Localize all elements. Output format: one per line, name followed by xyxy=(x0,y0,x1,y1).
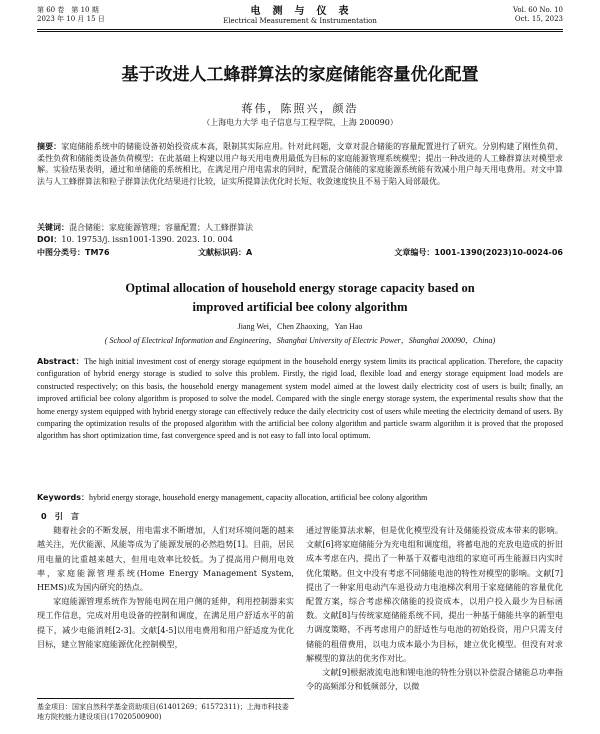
header-date-en: Oct. 15, 2023 xyxy=(514,15,563,23)
en-title-line1: Optimal allocation of household energy storage capacity based on xyxy=(125,281,475,295)
body-left-paragraph-2: 家庭能源管理系统作为智能电网在用户侧的延伸，利用控制器来实现工作信息，完成对用电设备的控制和调度，在满足用户舒适水平的前提下，减少电能消耗[2-3]。文献[4-5]以用电费用和用户舒适度为优化目标，建立智能家庭能源优化控制模型， xyxy=(37,596,294,649)
cn-clc: 中图分类号：TM76 xyxy=(37,248,110,257)
body-right-paragraph-1: 通过智能算法求解，但是优化模型没有计及储能投资成本带来的影响。文献[6]将家庭储能分为充电组和调度组，将蓄电池的充放电造成的折旧成本考虑在内，提出了一种基于双蓄电池组的家庭可再生能源日内实时优化策略。但文中没有考虑不同储能电池的特性对模型的影响。文献[7]提出了一种家用电动汽车退役动力电池梯次利用于家庭储能的容量优化配置方案，综合考虑梯次储能的投资成本，以用户投入最少为目标函数。文献[8]与传统家庭储能系统不同，提出一种基于储能共享的新型电力调度策略，不再考虑用户的舒适性与电池的初始投资，用户只需支付储能的租借费用，以电力成本最小为目标，建立优化模型。但没有对求解模型的算法的优劣作对比。 xyxy=(306,525,563,663)
journal-name-en: Electrical Measurement & Instrumentation xyxy=(223,17,377,25)
cn-affiliation: （上海电力大学 电子信息与工程学院，上海 200090） xyxy=(202,118,398,127)
header-journal xyxy=(0,6,600,26)
cn-doi-text: 10. 19753/j. issn1001-1390. 2023. 10. 004 xyxy=(61,235,233,244)
cn-doi-label: DOI： xyxy=(37,235,62,244)
en-abstract-text: The high initial investment cost of energy storage equipment in the household energy system limits its practical application. Therefore, the capacity configuration of hybrid energy storage is studied to solve this problem. Firstly, the rigid load, flexible load and energy storage equipment load models are constructed respectively; on this basis, the household energy management system model aimed at the lowest daily electricity cost of users is built; finally, an improved artificial bee colony algorithm is proposed to solve the model. Compared with the single energy storage system, the experimental results show that the home energy system equipped with hybrid energy storage can effectively reduce the daily electricity cost of users while meeting the electricity demand of users. By comparing the optimization results of the proposed algorithm with the artificial bee colony algorithm and particle swarm algorithm it is proved that the proposed algorithm has short optimization time, fast convergence speed and is not easy to fall into local optimum. xyxy=(37,357,563,441)
cn-keywords-text: 混合储能；家庭能源管理；容量配置；人工蜂群算法 xyxy=(69,223,253,232)
footnote-funding: 基金项目：国家自然科学基金资助项目(61401269；61572311)；上海市科技委地方院校能力建设项目(17020500900) xyxy=(37,703,289,721)
cn-abstract-text: 家庭储能系统中的储能设备初始投资成本高，限制其实际应用。针对此问题，文章对混合储能的容量配置进行了研究。分别构建了刚性负荷、柔性负荷和储能类设备负荷模型；在此基础上构建以用户每天用电费用最低为目标的家庭能源管理系统模型；提出一种改进的人工蜂群算法对模型求解。实验结果表明，通过和单储能的系统相比，在满足用户用电需求的同时，配置混合储能的家庭能源系统能有效减小用户每天用电费用。对文中算法与人工蜂群算法和粒子群算法优化结果进行比较，证实所提算法优化时长短、收敛速度快且不易于陷入局部最优。 xyxy=(37,142,563,186)
cn-abstract-label: 摘要： xyxy=(37,142,62,151)
cn-keywords-label: 关键词： xyxy=(37,223,69,232)
header-rule-bottom xyxy=(37,31,563,32)
body-right-paragraph-2: 文献[9]根据液流电池和锂电池的特性分别以补偿混合储能总功率指令的高频部分和低频部分，以微 xyxy=(306,667,563,692)
header-date: 2023 年 10 月 15 日 xyxy=(37,15,105,23)
cn-abstract xyxy=(37,141,563,187)
header-vol-no: Vol. 60 No. 10 xyxy=(512,6,563,14)
en-title-line2: improved artificial bee colony algorithm xyxy=(192,300,408,314)
header-volume-en xyxy=(513,6,563,24)
cn-title: 基于改进人工蜂群算法的家庭储能容量优化配置 xyxy=(121,65,479,85)
en-keywords-text: hybrid energy storage, household energy management, capacity allocation, artificial bee colony algorithm xyxy=(89,493,428,502)
en-affiliation: ( School of Electrical Information and Engineering，Shanghai University of Electric Power，Shanghai 200090，China) xyxy=(104,336,496,345)
cn-keywords xyxy=(37,222,563,234)
cn-article-no: 文章编号：1001-1390(2023)10-0024-06 xyxy=(394,248,563,257)
cn-doc-code: 文献标识码：A xyxy=(198,248,253,257)
header-volume-issue: 第 60 卷 第 10 期 xyxy=(37,6,99,14)
en-keywords xyxy=(37,492,563,504)
en-title xyxy=(0,279,600,317)
en-abstract-label: Abstract： xyxy=(37,357,85,366)
footnote-rule xyxy=(37,698,294,699)
en-abstract xyxy=(37,356,563,443)
cn-doi xyxy=(37,234,563,246)
body-left-column xyxy=(37,509,294,651)
body-left-paragraph-1: 随着社会的不断发展，用电需求不断增加，人们对环境问题的越来越关注，光伏能源、风能等成为了能源发展的必然趋势[1]。目前，居民用电量的比重越来越大，但用电效率比较低。为了提高用户侧用电效率，家庭能源管理系统(Home Energy Management System, HEMS)成为国内研究的热点。 xyxy=(37,525,294,593)
body-right-column xyxy=(306,523,563,693)
section-heading-introduction: 0 引 言 xyxy=(41,511,80,521)
en-keywords-label: Keywords： xyxy=(37,493,90,502)
en-authors: Jiang Wei，Chen Zhaoxing，Yan Hao xyxy=(237,322,363,331)
journal-name-cn: 电 测 与 仪 表 xyxy=(250,6,350,17)
header-rule-top xyxy=(37,29,563,30)
cn-authors: 蒋伟，陈照兴，颜浩 xyxy=(241,102,359,115)
